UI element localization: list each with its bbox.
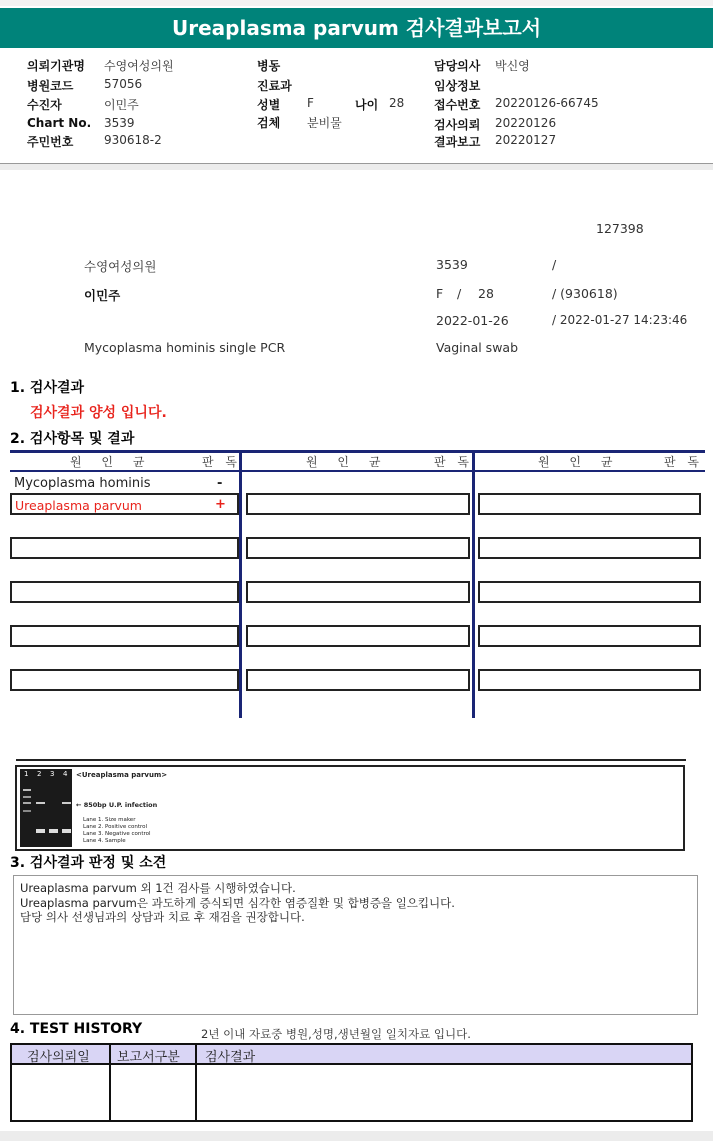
history-col-report-type: 보고서구분	[117, 1050, 180, 1065]
report-title: Ureaplasma parvum 검사결과보고서	[0, 8, 713, 48]
empty-result-box	[246, 493, 470, 515]
empty-result-box	[478, 537, 701, 559]
value-hospital-code: 57056	[104, 77, 143, 91]
section-2-title: 2. 검사항목 및 결과	[10, 431, 135, 447]
label-age: 나이	[355, 98, 379, 112]
col-judge-2: 판 독	[434, 455, 473, 469]
gel-legend-item: Lane 4. Sample	[83, 838, 126, 844]
info-test-name: Mycoplasma hominis single PCR	[84, 340, 286, 355]
value-patient: 이민주	[104, 98, 139, 112]
empty-result-box	[478, 625, 701, 647]
empty-result-box	[10, 537, 239, 559]
result-row-judge: -	[217, 476, 223, 491]
value-request-date: 20220126	[495, 116, 557, 130]
value-age: 28	[389, 96, 405, 110]
empty-result-box	[246, 669, 470, 691]
gel-lane-label: 2	[37, 770, 42, 778]
section-1-title: 1. 검사결과	[10, 380, 85, 396]
gel-lane-label: 4	[63, 770, 68, 778]
value-receipt-no: 20220126-66745	[495, 96, 599, 110]
gel-title: <Ureaplasma parvum>	[76, 771, 168, 779]
column-divider-2	[472, 450, 475, 718]
result-row-judge: +	[215, 497, 226, 512]
gel-band	[23, 802, 31, 804]
label-chart-no: Chart No.	[27, 116, 92, 130]
label-institution: 의뢰기관명	[27, 59, 85, 73]
empty-result-box	[478, 669, 701, 691]
col-pathogen-2: 원 인 균	[306, 455, 389, 469]
column-divider-1	[239, 450, 242, 718]
history-col-divider	[195, 1043, 197, 1122]
info-slash: /	[552, 257, 557, 272]
label-hospital-code: 병원코드	[27, 79, 74, 93]
opinion-line: Ureaplasma parvum은 과도하게 증식되면 심각한 염증질환 및 합병증을 일으킵니다.	[20, 896, 455, 910]
empty-result-box	[10, 625, 239, 647]
info-age: 28	[478, 286, 494, 301]
sample-code: 127398	[596, 221, 644, 236]
label-patient: 수진자	[27, 98, 62, 112]
gel-band	[36, 802, 45, 804]
history-col-result: 검사결과	[205, 1050, 256, 1065]
empty-result-box	[478, 581, 701, 603]
value-resident-no: 930618-2	[104, 133, 162, 147]
col-pathogen-1: 원 인 균	[70, 455, 153, 469]
info-clinic: 수영여성의원	[84, 259, 157, 274]
label-specimen: 검체	[257, 116, 281, 130]
empty-result-box	[246, 625, 470, 647]
label-sex: 성별	[257, 98, 281, 112]
info-sep: /	[457, 286, 462, 301]
history-note: 2년 이내 자료중 병원,성명,생년월일 일치자료 입니다.	[201, 1027, 471, 1041]
value-doctor: 박신영	[495, 59, 530, 73]
gel-top-rule	[16, 759, 686, 761]
gel-band	[23, 796, 31, 798]
col-judge-1: 판 독	[202, 455, 241, 469]
value-sex: F	[307, 96, 314, 110]
value-chart-no: 3539	[104, 116, 135, 130]
gel-band	[62, 802, 71, 804]
info-request-date: 2022-01-26	[436, 313, 509, 328]
info-sex: F	[436, 286, 444, 301]
gel-band-label: ← 850bp U.P. infection	[76, 801, 158, 809]
top-strip	[0, 0, 713, 6]
history-header	[12, 1045, 691, 1065]
col-pathogen-3: 원 인 균	[538, 455, 621, 469]
info-report-date: / 2022-01-27 14:23:46	[552, 313, 688, 327]
info-name: 이민주	[84, 288, 121, 303]
info-birth: / (930618)	[552, 286, 618, 301]
gel-legend-item: Lane 3. Negative control	[83, 831, 151, 837]
info-chart: 3539	[436, 257, 468, 272]
label-department: 진료과	[257, 79, 292, 93]
gel-legend-item: Lane 2. Positive control	[83, 824, 148, 830]
info-specimen: Vaginal swab	[436, 340, 519, 355]
col-judge-3: 판 독	[664, 455, 703, 469]
empty-result-box	[478, 493, 701, 515]
bottom-strip	[0, 1131, 713, 1141]
result-row-name: Mycoplasma hominis	[14, 476, 151, 491]
label-report-date: 결과보고	[434, 135, 481, 149]
empty-result-box	[10, 581, 239, 603]
value-report-date: 20220127	[495, 133, 557, 147]
label-resident-no: 주민번호	[27, 135, 74, 149]
opinion-line: Ureaplasma parvum 외 1건 검사를 시행하였습니다.	[20, 881, 296, 895]
value-specimen: 분비물	[307, 116, 342, 130]
label-request-date: 검사의뢰	[434, 118, 481, 132]
gel-band	[62, 829, 71, 833]
opinion-line: 담당 의사 선생님과의 상담과 치료 후 재검을 권장합니다.	[20, 910, 305, 924]
empty-result-box	[246, 581, 470, 603]
history-col-divider	[109, 1043, 111, 1122]
result-summary: 검사결과 양성 입니다.	[30, 405, 167, 421]
section-3-title: 3. 검사결과 판정 및 소견	[10, 855, 167, 871]
header-shade	[0, 164, 713, 170]
gel-electrophoresis-image	[20, 769, 72, 847]
gel-lane-label: 1	[24, 770, 29, 778]
result-row-name: Ureaplasma parvum	[15, 498, 142, 513]
label-doctor: 담당의사	[434, 59, 481, 73]
label-clinical-info: 임상정보	[434, 79, 481, 93]
gel-legend-item: Lane 1. Size maker	[83, 817, 136, 823]
empty-result-box	[10, 669, 239, 691]
table-head-rule	[10, 470, 705, 472]
empty-result-box	[246, 537, 470, 559]
label-receipt-no: 접수번호	[434, 98, 481, 112]
gel-band	[23, 810, 31, 812]
history-col-request-date: 검사의뢰일	[27, 1050, 90, 1065]
value-institution: 수영여성의원	[104, 59, 174, 73]
label-ward: 병동	[257, 59, 281, 73]
gel-band	[49, 829, 58, 833]
gel-lane-label: 3	[50, 770, 55, 778]
section-4-title: 4. TEST HISTORY	[10, 1021, 143, 1037]
gel-band	[36, 829, 45, 833]
gel-band	[23, 789, 31, 791]
